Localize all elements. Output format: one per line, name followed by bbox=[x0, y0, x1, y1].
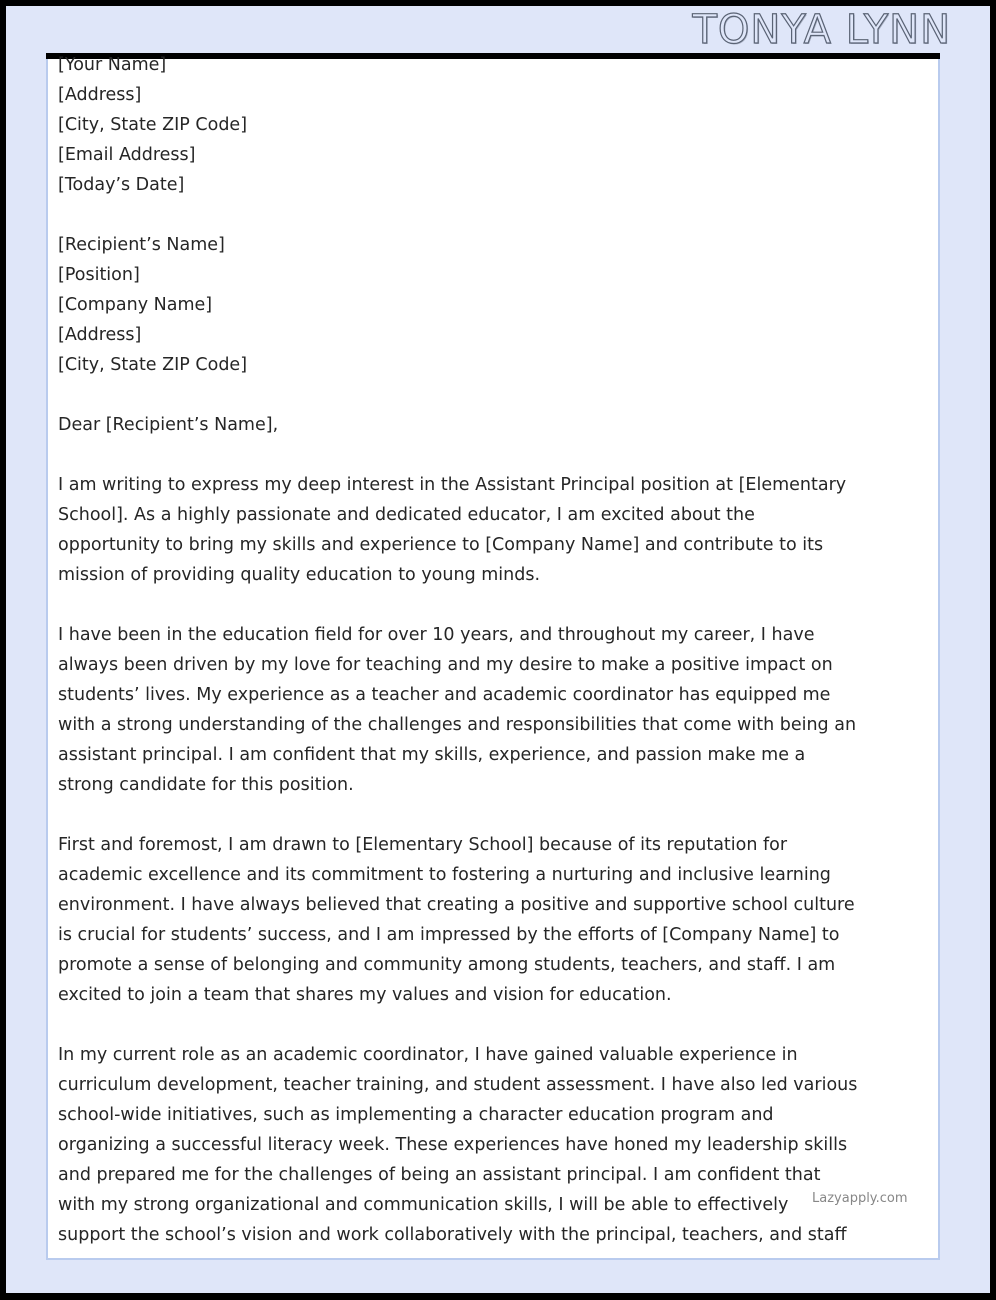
sender-line-city: [City, State ZIP Code] bbox=[58, 115, 248, 135]
letter-body bbox=[58, 50, 858, 1250]
body-paragraph-4: In my current role as an academic coordinator, I have gained valuable experience in curriculum development, teacher training, and student assessment. I have also led various school-wide initiatives, such as implementing a character education program and organizing a successful literacy week. These experiences have honed my leadership skills and prepared me for the challenges of being an assistant principal. I am confident that with my strong organizational and communication skills, I will be able to effectively support the school’s vision and work collaboratively with the principal, teachers, and staff bbox=[58, 1045, 858, 1245]
recipient-line-company: [Company Name] bbox=[58, 295, 213, 315]
letterhead-name: TONYA LYNN bbox=[692, 6, 951, 53]
body-paragraph-2: I have been in the education field for over 10 years, and throughout my career, I have always been driven by my love for teaching and my desire to make a positive impact on students’ lives. My experience as a teacher and academic coordinator has equipped me with a strong understanding of the challenges and responsibilities that come with being an assistant principal. I am confident that my skills, experience, and passion make me a strong candidate for this position. bbox=[58, 625, 857, 795]
letterhead bbox=[6, 6, 990, 53]
body-paragraph-1: I am writing to express my deep interest in the Assistant Principal position at [Elementary School]. As a highly passionate and dedicated educator, I am excited about the opportunity to bring my skills and experience to [Company Name] and contribute to its mission of providing quality education to young minds. bbox=[58, 475, 847, 585]
recipient-address-block bbox=[58, 230, 858, 380]
recipient-line-city: [City, State ZIP Code] bbox=[58, 355, 248, 375]
body-paragraph-3: First and foremost, I am drawn to [Elementary School] because of its reputation for academic excellence and its commitment to fostering a nurturing and inclusive learning environment. I have always believed that creating a positive and supportive school culture is crucial for students’ success, and I am impressed by the efforts of [Company Name] to promote a sense of belonging and community among students, teachers, and staff. I am excited to join a team that shares my values and vision for education. bbox=[58, 835, 855, 1005]
lazyapply-watermark: Lazyapply.com bbox=[812, 1191, 908, 1206]
recipient-line-name: [Recipient’s Name] bbox=[58, 235, 225, 255]
recipient-line-position: [Position] bbox=[58, 265, 140, 285]
salutation: Dear [Recipient’s Name], bbox=[58, 415, 279, 435]
document-backdrop bbox=[6, 6, 990, 1293]
sender-line-email: [Email Address] bbox=[58, 145, 196, 165]
sender-address-block bbox=[58, 50, 858, 200]
recipient-line-address: [Address] bbox=[58, 325, 142, 345]
sender-line-address: [Address] bbox=[58, 85, 142, 105]
sender-line-date: [Today’s Date] bbox=[58, 175, 185, 195]
sender-line-name: [Your Name] bbox=[58, 55, 167, 75]
